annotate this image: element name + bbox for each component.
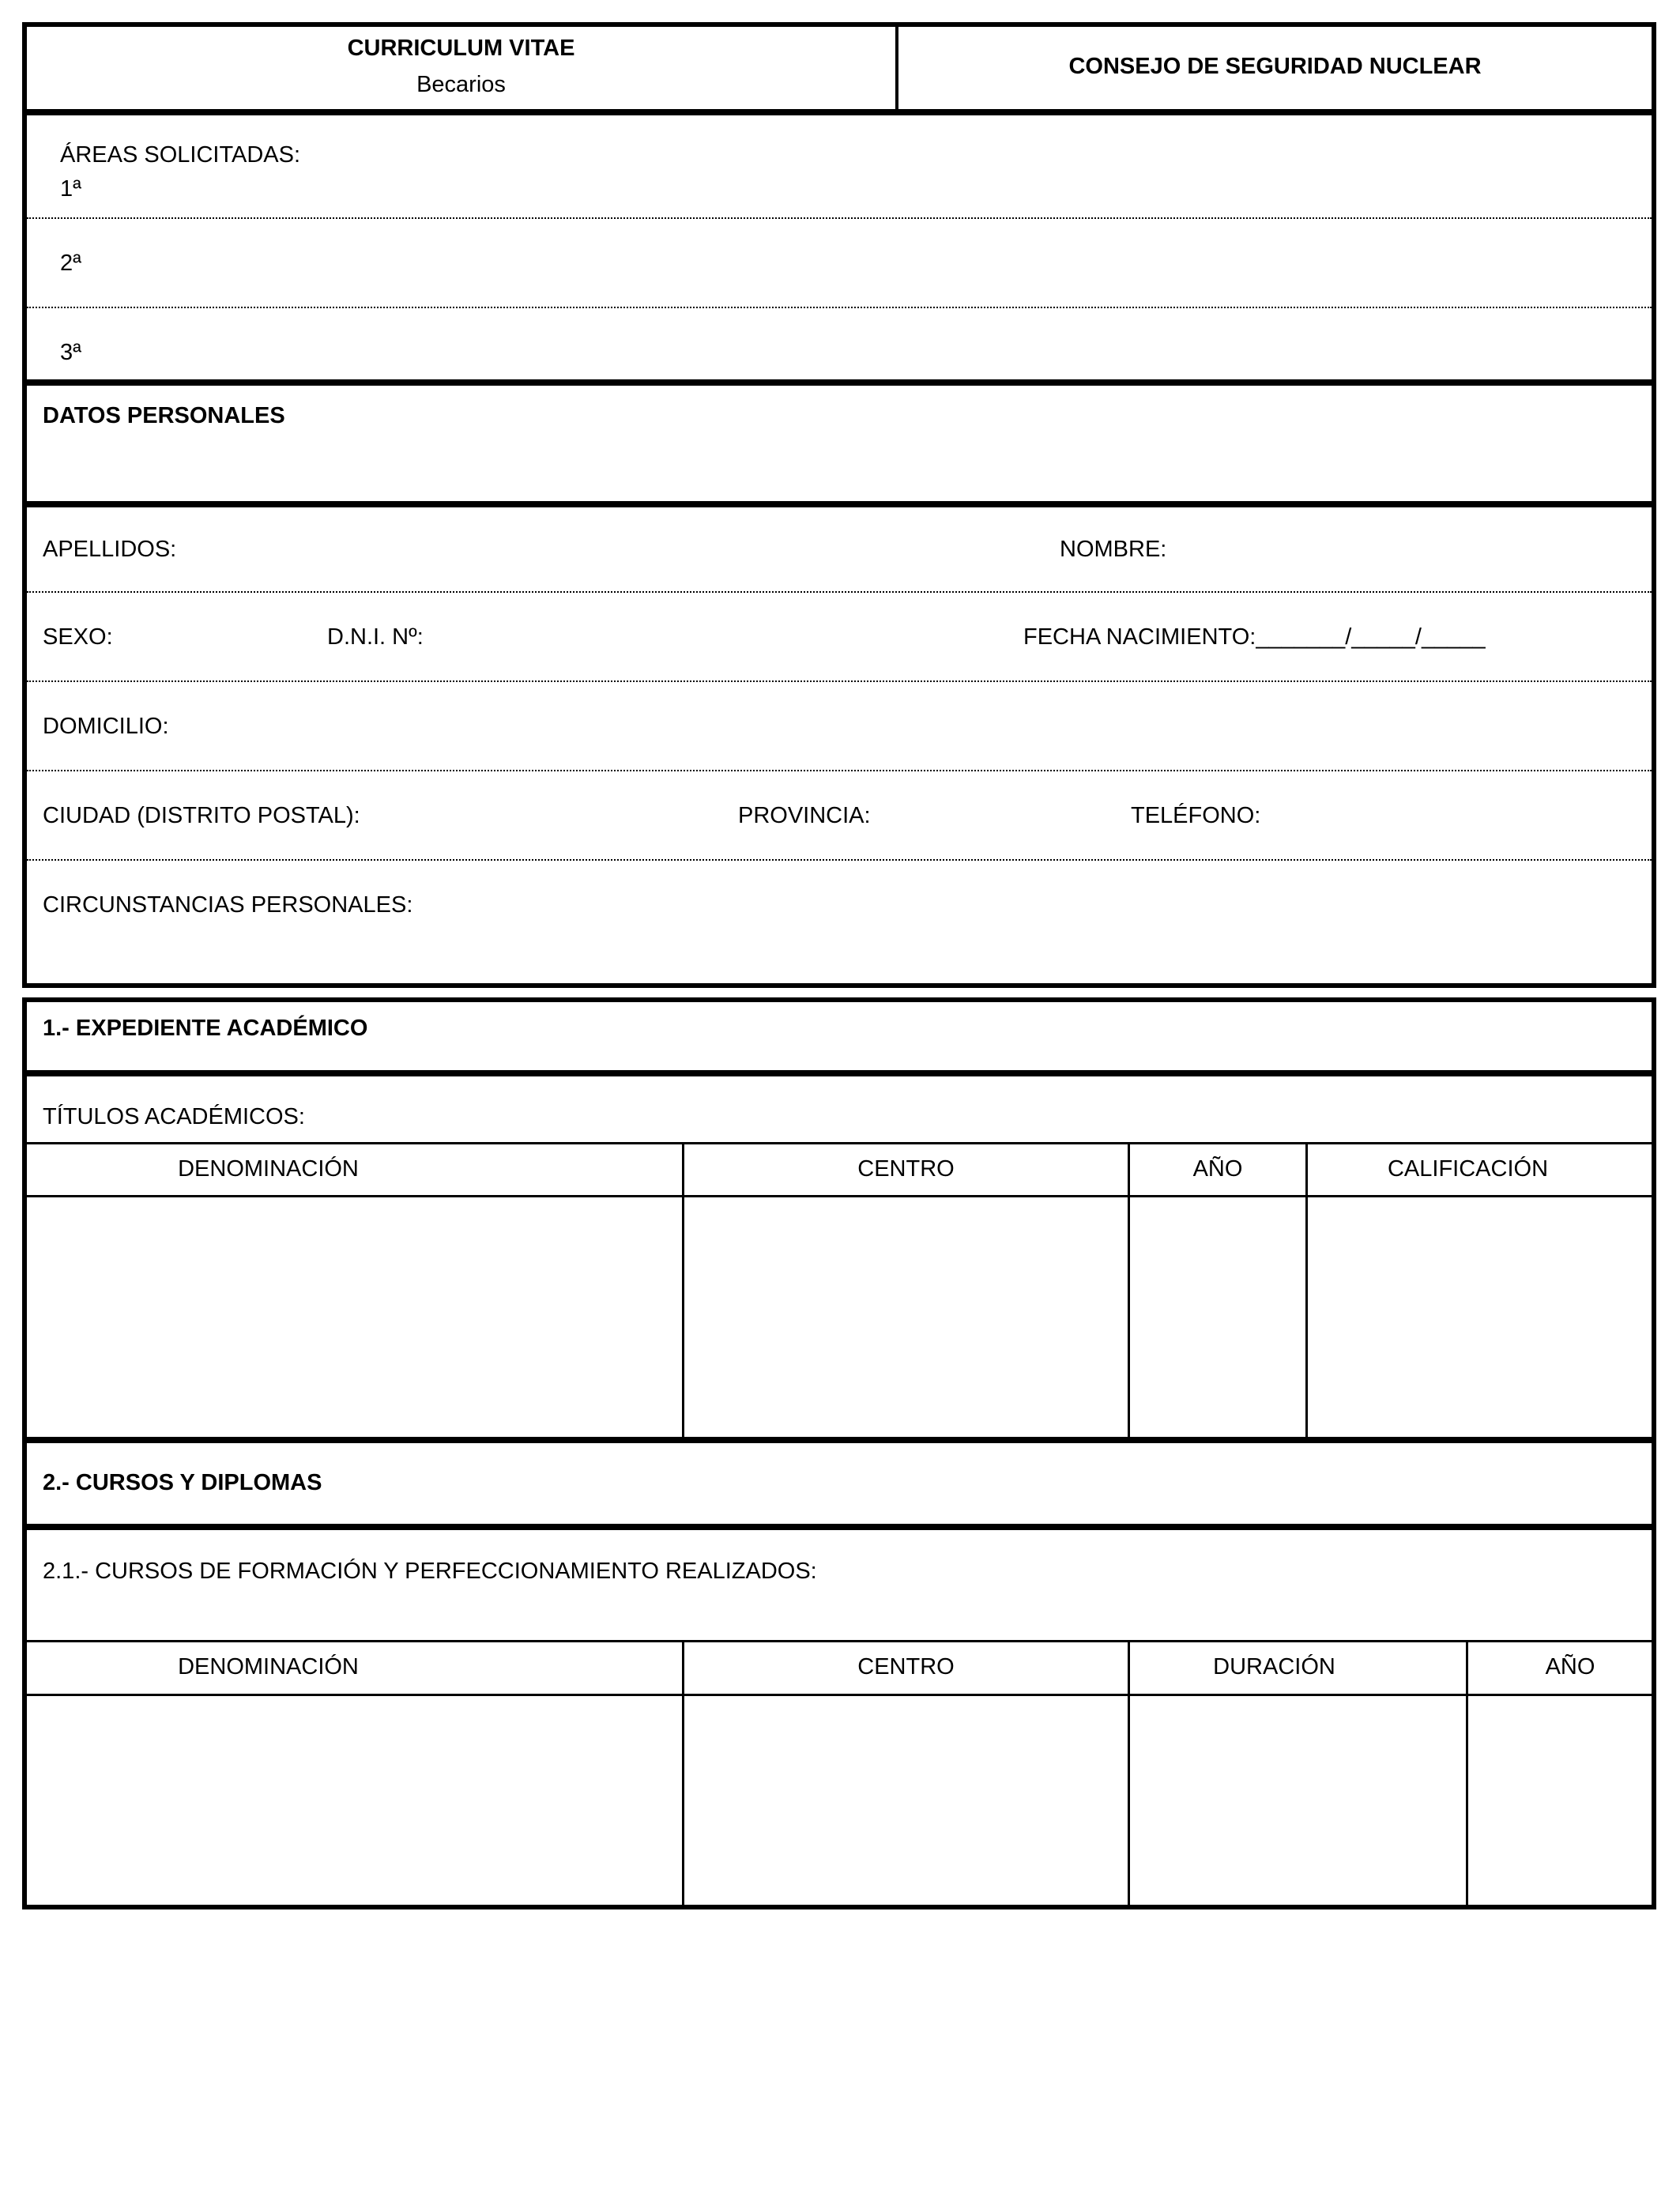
academic-col-centro: CENTRO	[857, 1156, 955, 1182]
area-divider-1	[27, 217, 1652, 219]
ciudad-label[interactable]: CIUDAD (DISTRITO POSTAL):	[43, 803, 360, 828]
personal-divider-3	[27, 770, 1652, 771]
courses-subsection-label: 2.1.- CURSOS DE FORMACIÓN Y PERFECCIONAMIENTO REALIZADOS:	[43, 1559, 817, 1584]
form-title: CURRICULUM VITAE	[347, 36, 575, 61]
domicilio-label[interactable]: DOMICILIO:	[43, 714, 169, 739]
courses-col-ano: AÑO	[1545, 1654, 1595, 1679]
academic-col-ano: AÑO	[1192, 1156, 1243, 1182]
academic-table-top-rule	[25, 1142, 1653, 1144]
areas-label: ÁREAS SOLICITADAS:	[60, 142, 301, 168]
personal-divider-2	[27, 680, 1652, 682]
personal-divider-4	[27, 859, 1652, 861]
area-divider-2	[27, 307, 1652, 308]
area-2-label[interactable]: 2ª	[60, 251, 81, 276]
telefono-label[interactable]: TELÉFONO:	[1131, 803, 1261, 828]
nombre-label[interactable]: NOMBRE:	[1060, 537, 1167, 562]
academic-col-denominacion: DENOMINACIÓN	[178, 1156, 359, 1182]
academic-title: 1.- EXPEDIENTE ACADÉMICO	[43, 1016, 368, 1041]
courses-title: 2.- CURSOS Y DIPLOMAS	[43, 1470, 322, 1495]
organization-name: CONSEJO DE SEGURIDAD NUCLEAR	[1068, 54, 1482, 79]
courses-col-denominacion: DENOMINACIÓN	[178, 1654, 359, 1679]
academic-titles-label: TÍTULOS ACADÉMICOS:	[43, 1104, 305, 1129]
courses-col-duracion: DURACIÓN	[1213, 1654, 1335, 1679]
area-3-label[interactable]: 3ª	[60, 340, 81, 365]
courses-col-centro: CENTRO	[857, 1654, 955, 1679]
provincia-label[interactable]: PROVINCIA:	[738, 803, 871, 828]
apellidos-label[interactable]: APELLIDOS:	[43, 537, 177, 562]
courses-header-rule	[25, 1694, 1653, 1696]
area-1-label[interactable]: 1ª	[60, 176, 81, 202]
personal-data-title-box	[22, 381, 1656, 506]
dni-label[interactable]: D.N.I. Nº:	[327, 624, 424, 650]
circunstancias-label[interactable]: CIRCUNSTANCIAS PERSONALES:	[43, 892, 413, 918]
sexo-label[interactable]: SEXO:	[43, 624, 113, 650]
fecha-nacimiento-label[interactable]: FECHA NACIMIENTO:_______/_____/_____	[1023, 624, 1486, 650]
academic-col-calificacion: CALIFICACIÓN	[1387, 1156, 1549, 1182]
academic-entry-area[interactable]	[27, 1198, 1652, 1437]
personal-divider-1	[27, 591, 1652, 593]
academic-header-rule	[25, 1195, 1653, 1197]
personal-data-title: DATOS PERSONALES	[43, 403, 285, 428]
courses-entry-area[interactable]	[27, 1697, 1652, 1905]
courses-table-top-rule	[25, 1640, 1653, 1642]
form-subtitle: Becarios	[416, 72, 506, 97]
